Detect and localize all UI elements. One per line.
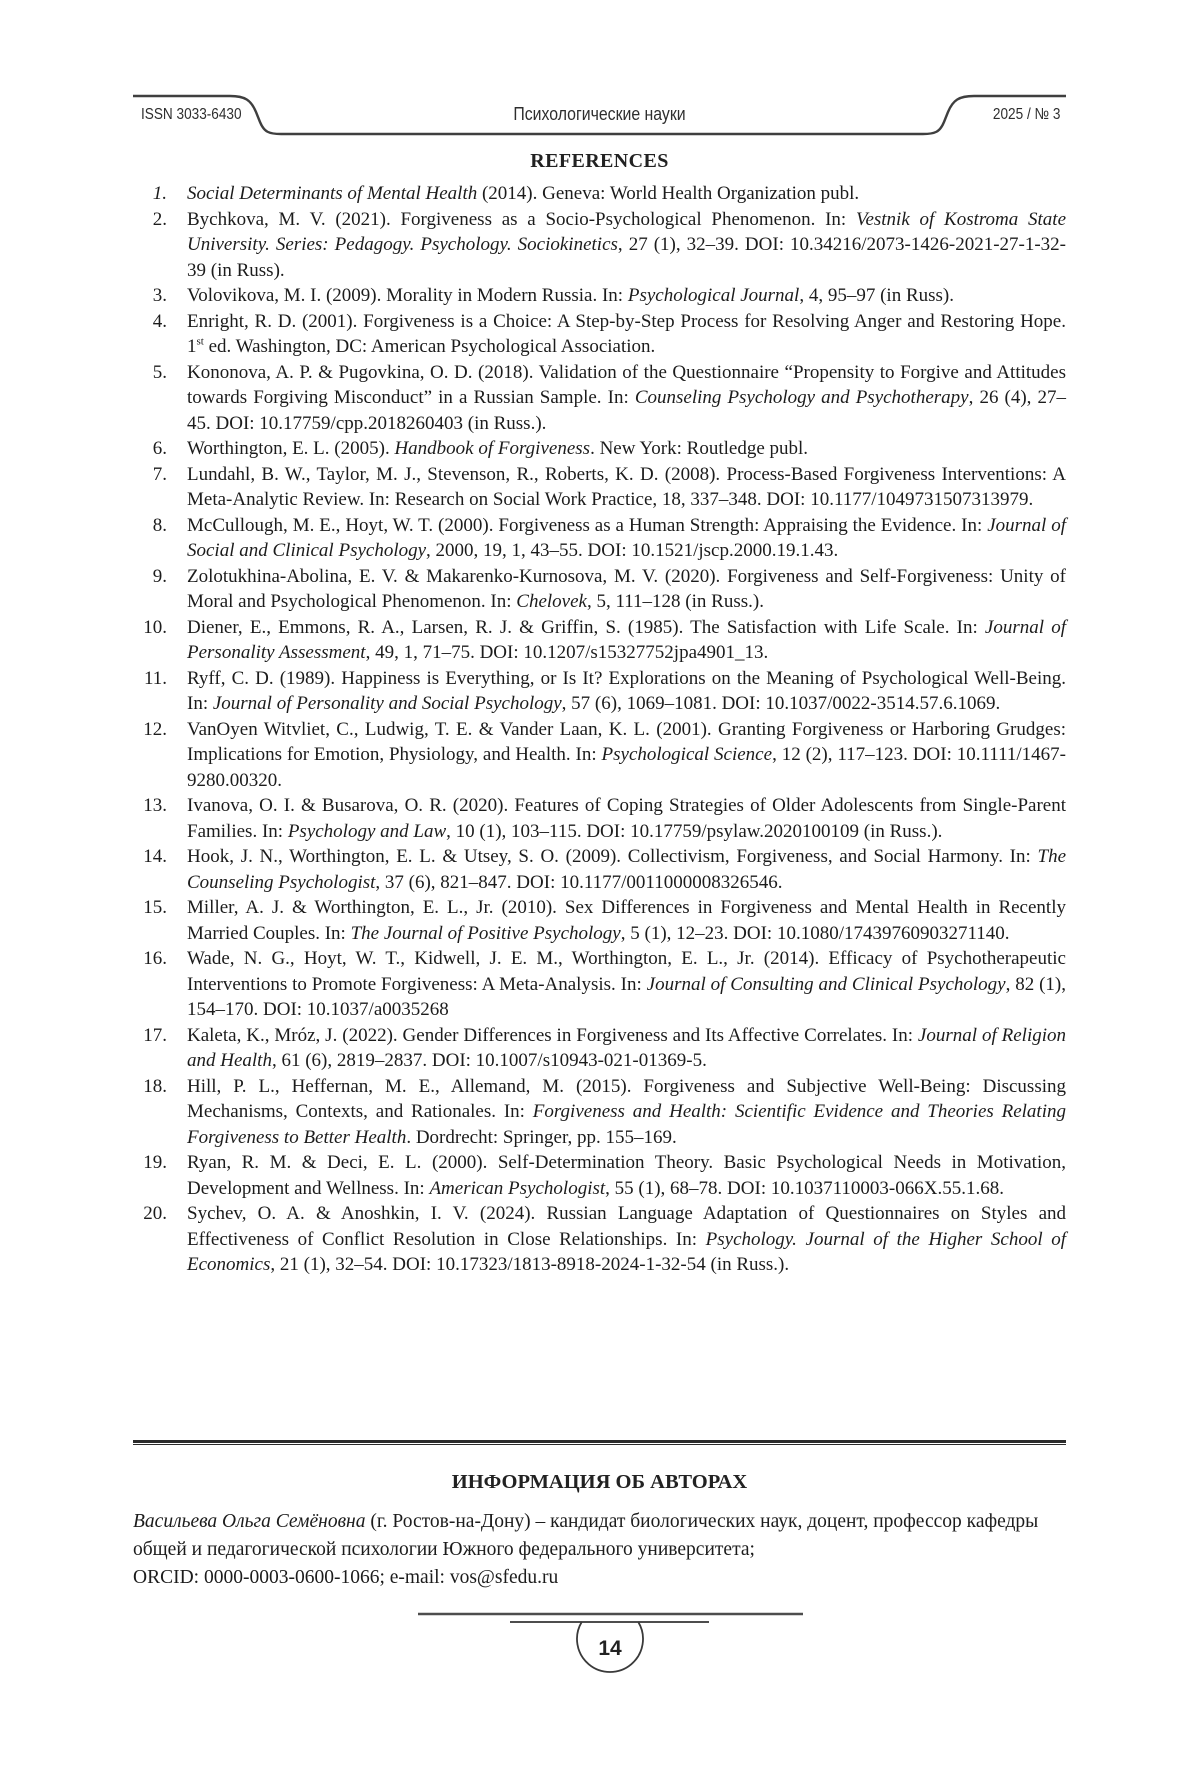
reference-text: Social Determinants of Mental Health (2014). Geneva: World Health Organization publ.: [187, 183, 860, 204]
reference-number: 11.: [143, 667, 167, 689]
reference-number: 13.: [143, 795, 167, 816]
reference-item: [133, 283, 1066, 309]
reference-item: [133, 793, 1066, 844]
reference-item: [133, 666, 1066, 717]
reference-number: 4.: [152, 310, 167, 332]
page-footer: [133, 1602, 1066, 1686]
reference-number: 5.: [152, 361, 167, 383]
reference-text: Bychkova, M. V. (2021). Forgiveness as a Socio-Psychological Phenomenon. In: Vestnik of Kostroma State University. Series: Pedagogy. Psychology. Sociokinetics, 27 (1), 32–39. DOI: 10.34216/2073-1426-2021-27-1-32-39 (in Russ).: [187, 208, 1067, 281]
section-divider: [133, 1440, 1066, 1445]
reference-text: Kononova, A. P. & Pugovkina, O. D. (2018). Validation of the Questionnaire “Propensity to Forgive and Attitudes towards Forgiving Misconduct” in a Russian Sample. In: Counseling Psychology and Psychotherapy, 26 (4), 27–45. DOI: 10.17759/cpp.2018260403 (in Russ.).: [187, 361, 1067, 434]
reference-number: 3.: [152, 285, 167, 306]
reference-item: [133, 946, 1066, 1023]
reference-item: [133, 207, 1066, 284]
reference-text: Lundahl, B. W., Taylor, M. J., Stevenson, R., Roberts, K. D. (2008). Process-Based Forgiveness Interventions: A Meta-Analytic Review. In: Research on Social Work Practice, 18, 337–348. DOI: 10.1177/1049731507313979.: [187, 463, 1066, 510]
reference-number: 1.: [152, 183, 167, 204]
reference-text: Ryff, C. D. (1989). Happiness is Everything, or Is It? Explorations on the Meaning of Psychological Well-Being. In: Journal of Personality and Social Psychology, 57 (6), 1069–1081. DOI: 10.1037/0022-3514.57.6.1069.: [187, 667, 1066, 714]
reference-text: Volovikova, M. I. (2009). Morality in Modern Russia. In: Psychological Journal, 4, 95–97 (in Russ).: [187, 285, 954, 306]
reference-item: [133, 360, 1066, 437]
journal-section-title: Психологические науки: [513, 104, 686, 124]
reference-item: [133, 564, 1066, 615]
reference-number: 16.: [143, 948, 167, 969]
reference-number: 18.: [143, 1075, 167, 1097]
reference-item: [133, 1074, 1066, 1151]
reference-text: Miller, A. J. & Worthington, E. L., Jr. (2010). Sex Differences in Forgiveness and Mental Health in Recently Married Couples. In: The Journal of Positive Psychology, 5 (1), 12–23. DOI: 10.1080/17439760903271140.: [187, 897, 1066, 944]
reference-number: 2.: [152, 208, 167, 230]
reference-item: [133, 436, 1066, 462]
authors-info-title: ИНФОРМАЦИЯ ОБ АВТОРАХ: [451, 1471, 748, 1493]
reference-number: 17.: [143, 1024, 167, 1046]
reference-text: Sychev, O. A. & Anoshkin, I. V. (2024). Russian Language Adaptation of Questionnaires on Styles and Effectiveness of Conflict Resolution in Close Relationships. In: Psychology. Journal of the Higher School of Economics, 21 (1), 32–54. DOI: 10.17323/1813-8918-2024-1-32-54 (in Russ.).: [187, 1203, 1066, 1275]
reference-item: [133, 1150, 1066, 1201]
reference-number: 14.: [143, 846, 167, 867]
references-title: REFERENCES: [530, 150, 669, 172]
author-contacts: ORCID: 0000-0003-0600-1066; e-mail: vos@sfedu.ru: [133, 1567, 559, 1588]
reference-item: [133, 1023, 1066, 1074]
page-number-ornament: [133, 1602, 1066, 1686]
reference-number: 10.: [143, 616, 167, 638]
reference-number: 6.: [152, 438, 167, 459]
reference-item: [133, 513, 1066, 564]
issue-label: 2025 / № 3: [992, 106, 1060, 123]
references-list: [133, 181, 1066, 1278]
reference-item: [133, 1201, 1066, 1278]
reference-number: 12.: [143, 718, 167, 740]
reference-text: Zolotukhina-Abolina, E. V. & Makarenko-Kurnosova, M. V. (2020). Forgiveness and Self-Forgiveness: Unity of Moral and Psychological Phenomenon. In: Chelovek, 5, 111–128 (in Russ.).: [187, 565, 1066, 612]
reference-item: [133, 181, 1066, 207]
reference-text: Worthington, E. L. (2005). Handbook of Forgiveness. New York: Routledge publ.: [187, 438, 809, 459]
reference-text: Ryan, R. M. & Deci, E. L. (2000). Self-Determination Theory. Basic Psychological Needs in Motivation, Development and Wellness. In: American Psychologist, 55 (1), 68–78. DOI: 10.1037110003-066X.55.1.68.: [187, 1152, 1066, 1199]
reference-text: McCullough, M. E., Hoyt, W. T. (2000). Forgiveness as a Human Strength: Appraising the Evidence. In: Journal of Social and Clinical Psychology, 2000, 19, 1, 43–55. DOI: 10.1521/jscp.2000.19.1.43.: [187, 514, 1066, 561]
reference-number: 20.: [143, 1203, 167, 1224]
references-section: [133, 150, 1066, 1278]
reference-item: [133, 309, 1066, 360]
author-paragraph: Васильева Ольга Семёновна (г. Ростов-на-Дону) – кандидат биологических наук, доцент, профессор кафедры общей и педагогической психологии Южного федерального университета;: [133, 1511, 1039, 1560]
reference-text: Enright, R. D. (2001). Forgiveness is a Choice: A Step-by-Step Process for Resolving Anger and Restoring Hope. 1st ed. Washington, DC: American Psychological Association.: [187, 310, 1066, 357]
reference-text: VanOyen Witvliet, C., Ludwig, T. E. & Vander Laan, K. L. (2001). Granting Forgiveness or Harboring Grudges: Implications for Emotion, Physiology, and Health. In: Psychological Science, 12 (2), 117–123. DOI: 10.1111/1467-9280.00320.: [187, 718, 1066, 791]
reference-number: 7.: [152, 463, 167, 485]
reference-text: Hook, J. N., Worthington, E. L. & Utsey, S. O. (2009). Collectivism, Forgiveness, and Social Harmony. In: The Counseling Psychologist, 37 (6), 821–847. DOI: 10.1177/0011000008326546.: [187, 846, 1066, 893]
reference-number: 8.: [152, 514, 167, 536]
reference-text: Diener, E., Emmons, R. A., Larsen, R. J. & Griffin, S. (1985). The Satisfaction with Life Scale. In: Journal of Personality Assessment, 49, 1, 71–75. DOI: 10.1207/s15327752jpa4901_13.: [187, 616, 1066, 663]
issn-label: ISSN 3033-6430: [141, 106, 242, 123]
reference-item: [133, 717, 1066, 794]
reference-item: [133, 462, 1066, 513]
authors-info-section: [133, 1440, 1066, 1592]
reference-number: 19.: [143, 1152, 167, 1173]
reference-number: 15.: [143, 897, 167, 918]
reference-text: Kaleta, K., Mróz, J. (2022). Gender Differences in Forgiveness and Its Affective Correlates. In: Journal of Religion and Health, 61 (6), 2819–2837. DOI: 10.1007/s10943-021-01369-5.: [187, 1024, 1067, 1071]
reference-item: [133, 844, 1066, 895]
reference-number: 9.: [152, 565, 167, 587]
reference-text: Ivanova, O. I. & Busarova, O. R. (2020). Features of Coping Strategies of Older Adolescents from Single-Parent Families. In: Psychology and Law, 10 (1), 103–115. DOI: 10.17759/psylaw.2020100109 (in Russ.).: [187, 795, 1066, 842]
reference-item: [133, 615, 1066, 666]
page-number: 14: [598, 1637, 622, 1660]
reference-item: [133, 895, 1066, 946]
reference-text: Wade, N. G., Hoyt, W. T., Kidwell, J. E. M., Worthington, E. L., Jr. (2014). Efficacy of Psychotherapeutic Interventions to Promote Forgiveness: A Meta-Analysis. In: Journal of Consulting and Clinical Psychology, 82 (1), 154–170. DOI: 10.1037/a0035268: [187, 948, 1066, 1020]
reference-text: Hill, P. L., Heffernan, M. E., Allemand, M. (2015). Forgiveness and Subjective Well-Being: Discussing Mechanisms, Contexts, and Rationales. In: Forgiveness and Health: Scientific Evidence and Theories Relating Forgiveness to Better Health. Dordrecht: Springer, pp. 155–169.: [187, 1075, 1066, 1148]
page-header: [133, 90, 1066, 148]
